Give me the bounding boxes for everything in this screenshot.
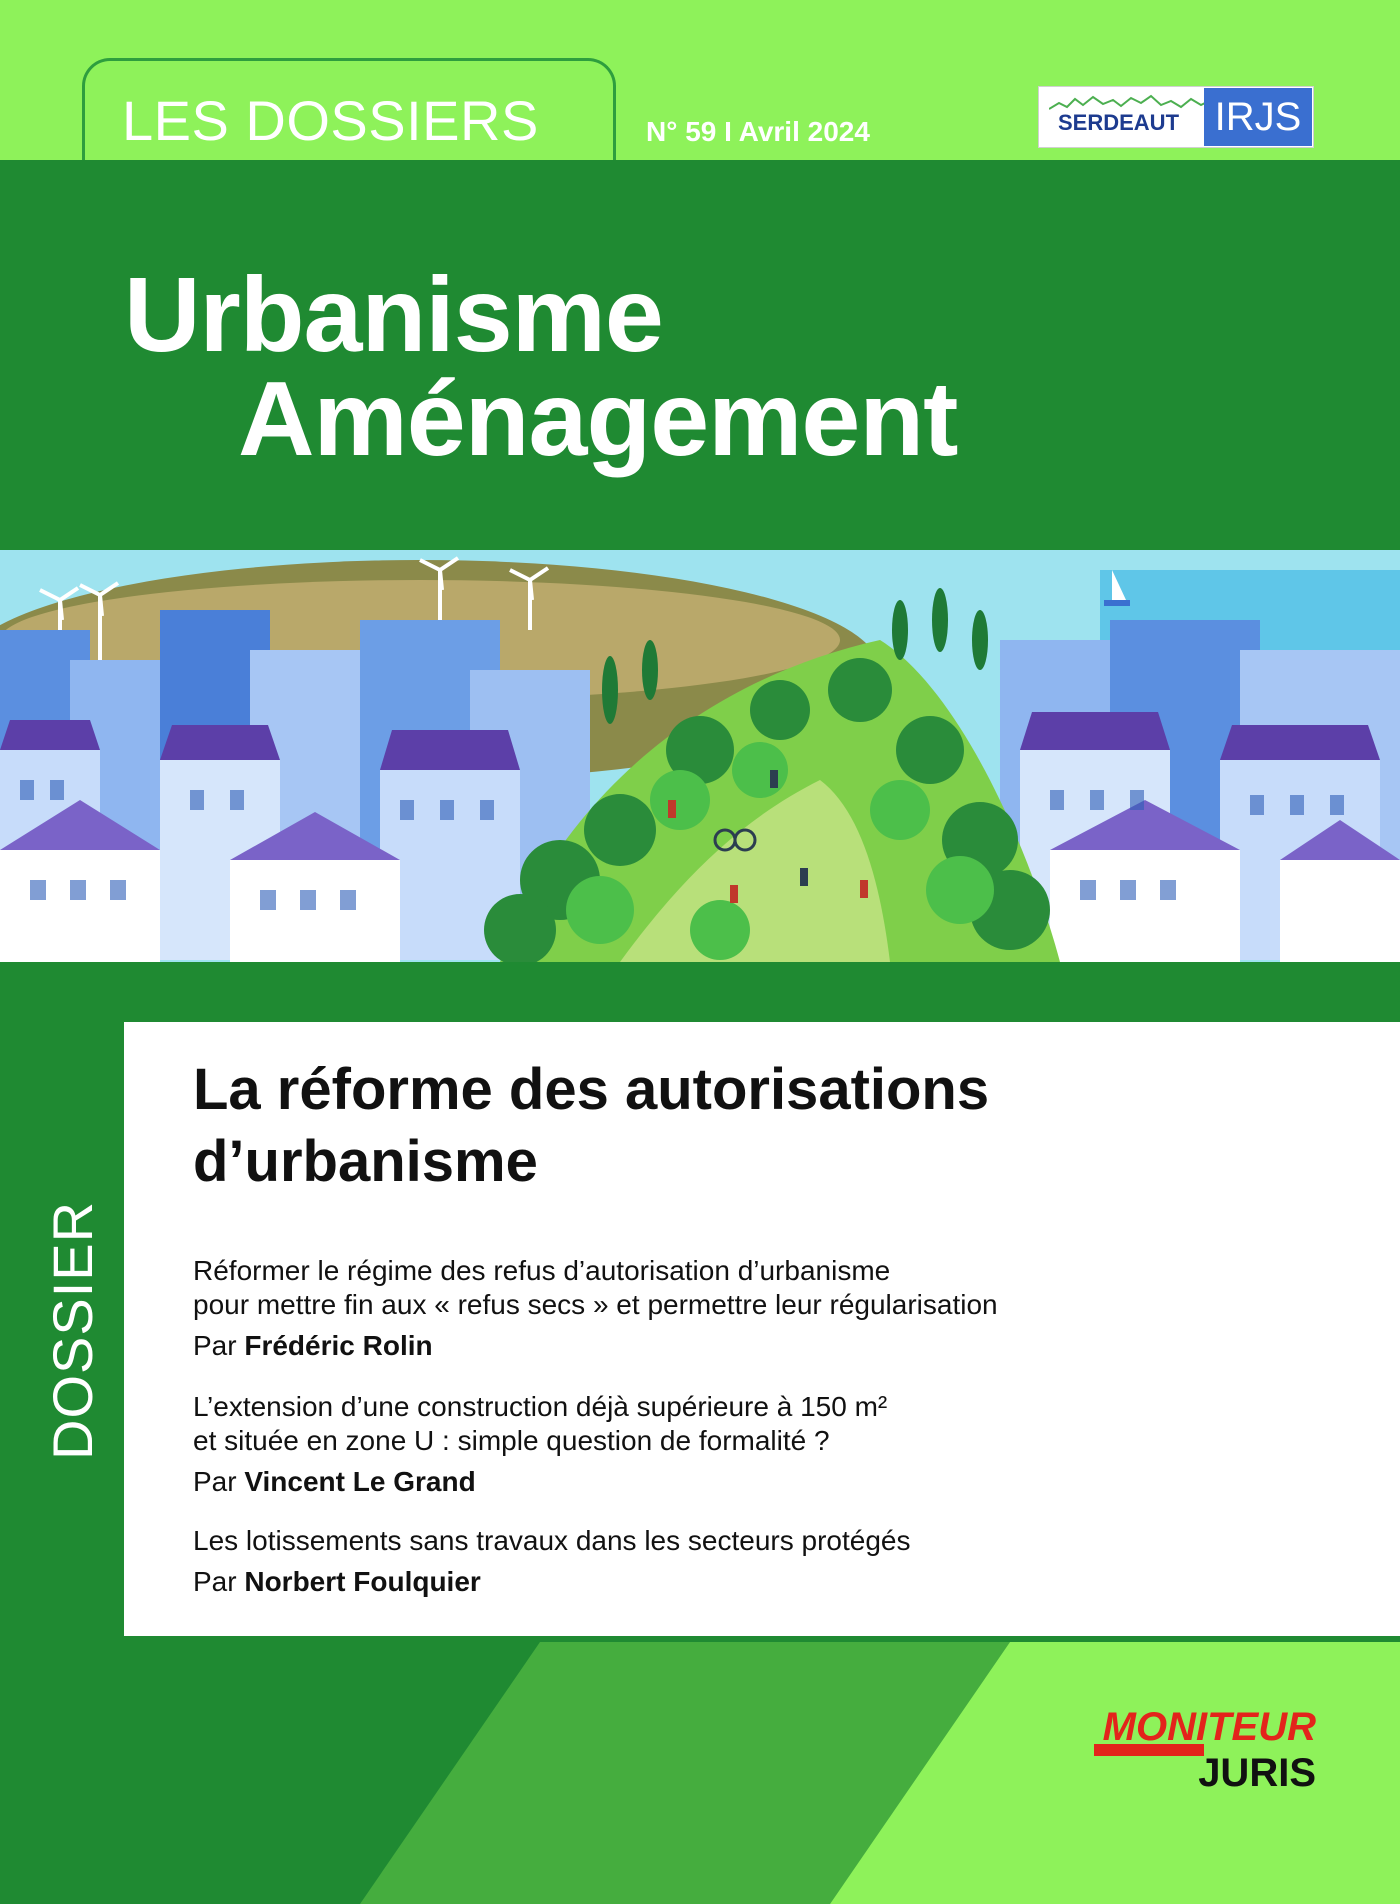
partner-irjs: IRJS xyxy=(1204,88,1312,146)
article-title-1 xyxy=(193,1254,1353,1322)
dossier-headline xyxy=(193,1054,1353,1198)
series-title: LES DOSSIERS xyxy=(122,89,539,152)
partner-serdeaut: SERDEAUT xyxy=(1058,110,1180,135)
article-title-2 xyxy=(193,1390,1353,1458)
article-author-3 xyxy=(193,1566,481,1598)
article-title-3 xyxy=(193,1524,1353,1558)
section-label: DOSSIER xyxy=(41,1200,104,1460)
article-title-line: et située en zone U : simple question de formalité ? xyxy=(193,1425,830,1456)
dossier-headline-line1: La réforme des autorisations xyxy=(193,1057,990,1122)
dossier-headline-line2: d’urbanisme xyxy=(193,1129,538,1194)
issue-info: N° 59 I Avril 2024 xyxy=(646,116,870,147)
author-name: Frédéric Rolin xyxy=(244,1330,433,1361)
article-author-1 xyxy=(193,1330,433,1362)
publisher-name-line2: JURIS xyxy=(1198,1751,1316,1795)
article-author-2 xyxy=(193,1466,476,1498)
publisher-name-line1: MONITEUR xyxy=(1102,1706,1316,1749)
article-title-line: pour mettre fin aux « refus secs » et permettre leur régularisation xyxy=(193,1289,998,1320)
city-park-illustration xyxy=(0,550,1400,962)
author-name: Vincent Le Grand xyxy=(244,1466,476,1497)
author-prefix: Par xyxy=(193,1466,237,1497)
author-name: Norbert Foulquier xyxy=(244,1566,481,1597)
author-prefix: Par xyxy=(193,1566,237,1597)
article-title-line: Réformer le régime des refus d’autorisation d’urbanisme xyxy=(193,1255,891,1286)
article-title-line: L’extension d’une construction déjà supérieure à 150 m² xyxy=(193,1391,888,1422)
magazine-title-line1: Urbanisme xyxy=(124,256,663,374)
magazine-title-line2: Aménagement xyxy=(238,360,958,478)
author-prefix: Par xyxy=(193,1330,237,1361)
publisher-logo xyxy=(1094,1706,1316,1796)
article-title-line: Les lotissements sans travaux dans les secteurs protégés xyxy=(193,1525,911,1556)
